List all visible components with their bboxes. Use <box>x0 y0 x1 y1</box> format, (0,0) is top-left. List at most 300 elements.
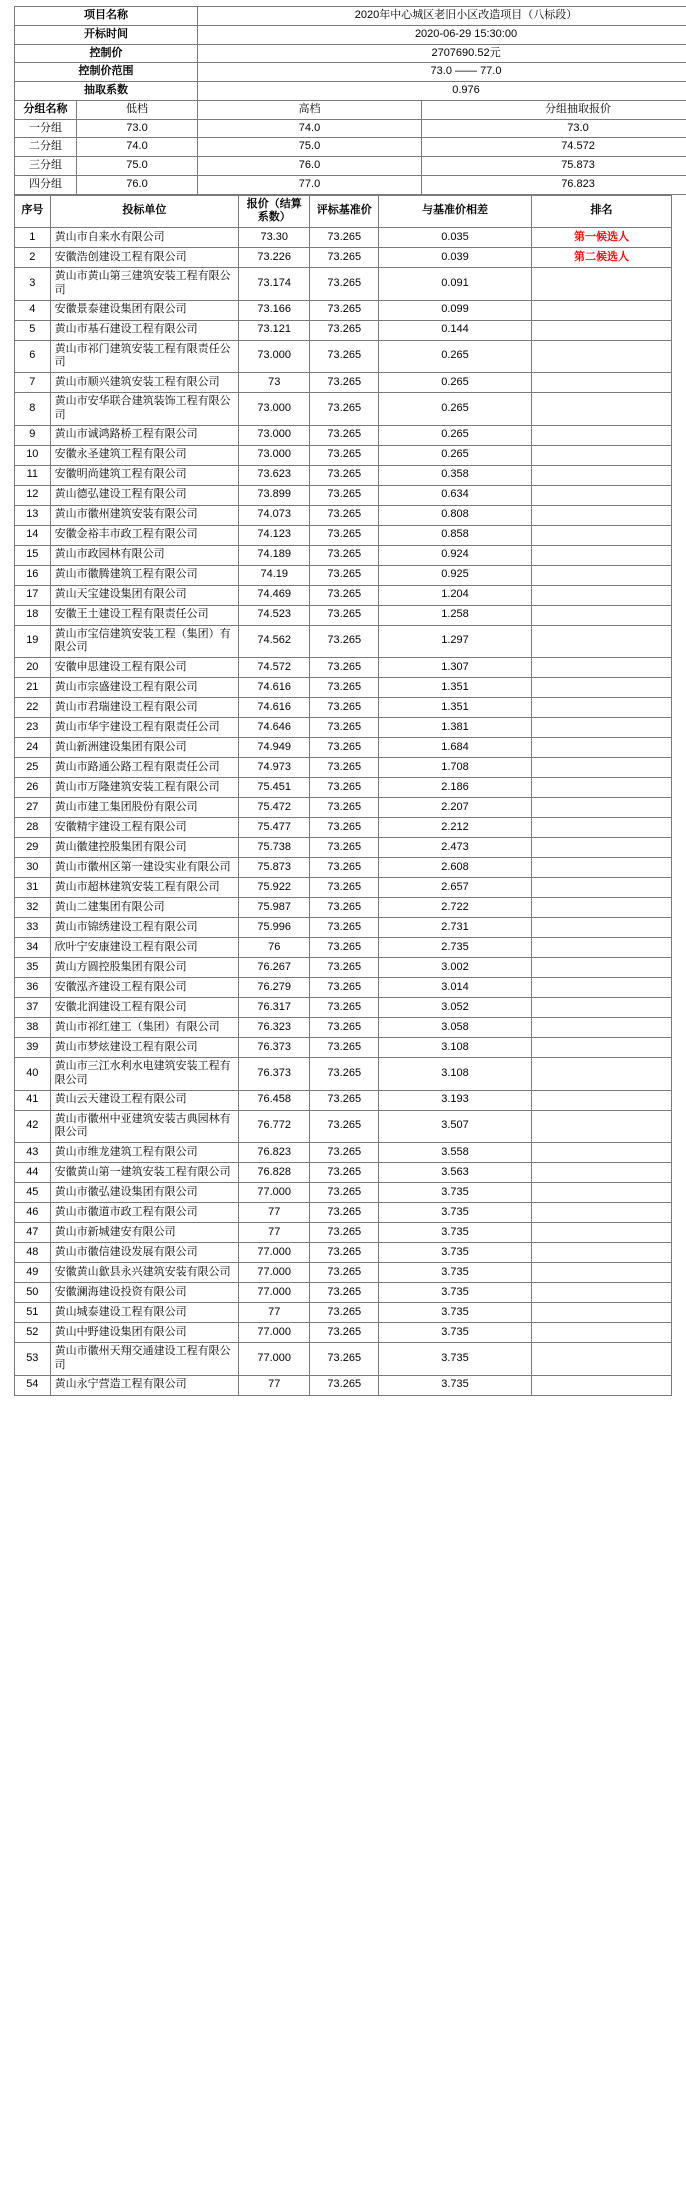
table-row <box>15 938 672 958</box>
cell-bid-price: 77.000 <box>239 1243 310 1263</box>
group-low-label: 低档 <box>77 100 198 119</box>
cell-rank <box>531 1343 671 1376</box>
table-row <box>15 1375 672 1395</box>
cell-base-price: 73.265 <box>310 485 379 505</box>
cell-base-price: 73.265 <box>310 228 379 248</box>
table-row <box>15 1058 672 1091</box>
cell-bid-price: 73.623 <box>239 465 310 485</box>
group-draw: 74.572 <box>422 138 686 157</box>
table-row <box>15 798 672 818</box>
table-row <box>15 625 672 658</box>
cell-seq: 30 <box>15 858 51 878</box>
cell-seq: 16 <box>15 565 51 585</box>
table-row <box>15 918 672 938</box>
cell-difference: 0.265 <box>379 393 532 426</box>
cell-seq: 54 <box>15 1375 51 1395</box>
cell-seq: 33 <box>15 918 51 938</box>
cell-rank <box>531 1283 671 1303</box>
cell-bidder-name: 安徽泓齐建设工程有限公司 <box>50 978 238 998</box>
table-row <box>15 1283 672 1303</box>
cell-rank <box>531 525 671 545</box>
cell-base-price: 73.265 <box>310 1203 379 1223</box>
cell-bidder-name: 黄山市徽州建筑安装有限公司 <box>50 505 238 525</box>
cell-base-price: 73.265 <box>310 1263 379 1283</box>
cell-difference: 3.108 <box>379 1038 532 1058</box>
group-row <box>15 157 686 176</box>
cell-bidder-name: 安徽景泰建设集团有限公司 <box>50 300 238 320</box>
cell-seq: 24 <box>15 738 51 758</box>
cell-base-price: 73.265 <box>310 1163 379 1183</box>
table-row <box>15 1223 672 1243</box>
cell-bidder-name: 安徽黄山歙县永兴建筑安装有限公司 <box>50 1263 238 1283</box>
cell-difference: 0.039 <box>379 248 532 268</box>
cell-difference: 3.193 <box>379 1090 532 1110</box>
cell-rank <box>531 1263 671 1283</box>
cell-bidder-name: 黄山市徽信建设发展有限公司 <box>50 1243 238 1263</box>
cell-difference: 2.186 <box>379 778 532 798</box>
cell-base-price: 73.265 <box>310 658 379 678</box>
table-row <box>15 1163 672 1183</box>
cell-seq: 39 <box>15 1038 51 1058</box>
cell-rank <box>531 798 671 818</box>
cell-bid-price: 76.823 <box>239 1143 310 1163</box>
cell-base-price: 73.265 <box>310 798 379 818</box>
cell-base-price: 73.265 <box>310 1303 379 1323</box>
cell-bidder-name: 黄山市宝信建筑安装工程（集团）有限公司 <box>50 625 238 658</box>
cell-bidder-name: 黄山市宗盛建设工程有限公司 <box>50 678 238 698</box>
cell-difference: 0.634 <box>379 485 532 505</box>
cell-bid-price: 77.000 <box>239 1263 310 1283</box>
cell-bid-price: 74.523 <box>239 605 310 625</box>
table-row <box>15 1343 672 1376</box>
cell-base-price: 73.265 <box>310 425 379 445</box>
cell-bidder-name: 安徽北润建设工程有限公司 <box>50 998 238 1018</box>
cell-seq: 8 <box>15 393 51 426</box>
cell-bid-price: 76.323 <box>239 1018 310 1038</box>
cell-bidder-name: 黄山市三江水利水电建筑安装工程有限公司 <box>50 1058 238 1091</box>
cell-rank <box>531 758 671 778</box>
cell-bidder-name: 安徽浩创建设工程有限公司 <box>50 248 238 268</box>
cell-seq: 52 <box>15 1323 51 1343</box>
cell-bid-price: 75.472 <box>239 798 310 818</box>
cell-bidder-name: 安徽金裕丰市政工程有限公司 <box>50 525 238 545</box>
cell-base-price: 73.265 <box>310 838 379 858</box>
cell-base-price: 73.265 <box>310 585 379 605</box>
cell-difference: 2.731 <box>379 918 532 938</box>
table-row <box>15 320 672 340</box>
cell-bidder-name: 黄山市维龙建筑工程有限公司 <box>50 1143 238 1163</box>
cell-bidder-name: 黄山市徽道市政工程有限公司 <box>50 1203 238 1223</box>
cell-seq: 7 <box>15 373 51 393</box>
table-row <box>15 393 672 426</box>
cell-bid-price: 73.000 <box>239 393 310 426</box>
cell-difference: 1.684 <box>379 738 532 758</box>
group-high: 77.0 <box>198 175 422 194</box>
cell-rank <box>531 818 671 838</box>
cell-seq: 26 <box>15 778 51 798</box>
table-row <box>15 1243 672 1263</box>
cell-bidder-name: 黄山市建工集团股份有限公司 <box>50 798 238 818</box>
cell-bidder-name: 黄山市华宇建设工程有限责任公司 <box>50 718 238 738</box>
cell-difference: 3.563 <box>379 1163 532 1183</box>
cell-bid-price: 75.922 <box>239 878 310 898</box>
cell-seq: 43 <box>15 1143 51 1163</box>
cell-difference: 3.735 <box>379 1223 532 1243</box>
cell-bidder-name: 黄山永宁营造工程有限公司 <box>50 1375 238 1395</box>
cell-bid-price: 73.174 <box>239 268 310 301</box>
col-bid: 报价（结算系数） <box>239 195 310 228</box>
cell-bidder-name: 黄山市新城建安有限公司 <box>50 1223 238 1243</box>
cell-seq: 21 <box>15 678 51 698</box>
cell-seq: 50 <box>15 1283 51 1303</box>
cell-rank <box>531 658 671 678</box>
cell-difference: 1.307 <box>379 658 532 678</box>
cell-seq: 11 <box>15 465 51 485</box>
cell-rank <box>531 878 671 898</box>
cell-difference: 1.708 <box>379 758 532 778</box>
group-draw: 76.823 <box>422 175 686 194</box>
cell-rank <box>531 445 671 465</box>
cell-bid-price: 74.19 <box>239 565 310 585</box>
cell-rank <box>531 698 671 718</box>
table-row <box>15 698 672 718</box>
table-row <box>15 778 672 798</box>
cell-base-price: 73.265 <box>310 320 379 340</box>
table-row <box>15 898 672 918</box>
cell-bid-price: 73.166 <box>239 300 310 320</box>
table-row <box>15 465 672 485</box>
cell-difference: 0.924 <box>379 545 532 565</box>
table-row <box>15 340 672 373</box>
table-row <box>15 1110 672 1143</box>
cell-base-price: 73.265 <box>310 505 379 525</box>
cell-base-price: 73.265 <box>310 738 379 758</box>
cell-rank <box>531 1375 671 1395</box>
cell-bidder-name: 黄山市徽州天翔交通建设工程有限公司 <box>50 1343 238 1376</box>
cell-seq: 51 <box>15 1303 51 1323</box>
cell-rank <box>531 505 671 525</box>
cell-difference: 0.265 <box>379 373 532 393</box>
cell-base-price: 73.265 <box>310 1058 379 1091</box>
cell-bid-price: 75.996 <box>239 918 310 938</box>
cell-bid-price: 75.738 <box>239 838 310 858</box>
cell-difference: 3.735 <box>379 1303 532 1323</box>
cell-difference: 0.035 <box>379 228 532 248</box>
table-row <box>15 605 672 625</box>
cell-base-price: 73.265 <box>310 1223 379 1243</box>
control-price-label: 控制价 <box>15 44 198 63</box>
cell-bidder-name: 黄山市君瑞建设工程有限公司 <box>50 698 238 718</box>
cell-bidder-name: 安徽精宇建设工程有限公司 <box>50 818 238 838</box>
cell-bid-price: 74.073 <box>239 505 310 525</box>
cell-rank <box>531 1203 671 1223</box>
table-row <box>15 1038 672 1058</box>
cell-seq: 29 <box>15 838 51 858</box>
group-low: 76.0 <box>77 175 198 194</box>
table-row <box>15 228 672 248</box>
cell-base-price: 73.265 <box>310 1375 379 1395</box>
cell-bidder-name: 黄山市徽州区第一建设实业有限公司 <box>50 858 238 878</box>
table-row <box>15 858 672 878</box>
cell-base-price: 73.265 <box>310 1183 379 1203</box>
cell-bidder-name: 欣叶宁安康建设工程有限公司 <box>50 938 238 958</box>
cell-difference: 0.808 <box>379 505 532 525</box>
cell-bid-price: 74.616 <box>239 678 310 698</box>
cell-bidder-name: 黄山市顺兴建筑安装工程有限公司 <box>50 373 238 393</box>
cell-seq: 23 <box>15 718 51 738</box>
cell-base-price: 73.265 <box>310 998 379 1018</box>
cell-base-price: 73.265 <box>310 1283 379 1303</box>
table-row <box>15 1018 672 1038</box>
coefficient-label: 抽取系数 <box>15 82 198 101</box>
cell-seq: 18 <box>15 605 51 625</box>
cell-bid-price: 74.572 <box>239 658 310 678</box>
col-seq: 序号 <box>15 195 51 228</box>
group-low: 75.0 <box>77 157 198 176</box>
cell-base-price: 73.265 <box>310 758 379 778</box>
cell-rank <box>531 1243 671 1263</box>
cell-rank <box>531 1018 671 1038</box>
cell-bid-price: 75.987 <box>239 898 310 918</box>
table-row <box>15 758 672 778</box>
table-row <box>15 1183 672 1203</box>
cell-bidder-name: 安徽澜海建设投资有限公司 <box>50 1283 238 1303</box>
open-time-value: 2020-06-29 15:30:00 <box>198 25 686 44</box>
cell-seq: 38 <box>15 1018 51 1038</box>
cell-seq: 15 <box>15 545 51 565</box>
cell-bid-price: 76.267 <box>239 958 310 978</box>
cell-bid-price: 76.772 <box>239 1110 310 1143</box>
cell-difference: 0.091 <box>379 268 532 301</box>
cell-bidder-name: 黄山市徽弘建设集团有限公司 <box>50 1183 238 1203</box>
cell-seq: 27 <box>15 798 51 818</box>
cell-rank <box>531 1110 671 1143</box>
cell-difference: 0.265 <box>379 445 532 465</box>
cell-base-price: 73.265 <box>310 718 379 738</box>
cell-bid-price: 77.000 <box>239 1283 310 1303</box>
table-row <box>15 838 672 858</box>
cell-base-price: 73.265 <box>310 978 379 998</box>
cell-bidder-name: 黄山市路通公路工程有限责任公司 <box>50 758 238 778</box>
cell-bidder-name: 黄山市徽腾建筑工程有限公司 <box>50 565 238 585</box>
cell-bidder-name: 黄山徽建控股集团有限公司 <box>50 838 238 858</box>
cell-rank <box>531 320 671 340</box>
cell-bidder-name: 黄山中野建设集团有限公司 <box>50 1323 238 1343</box>
cell-difference: 2.657 <box>379 878 532 898</box>
cell-seq: 37 <box>15 998 51 1018</box>
cell-rank <box>531 465 671 485</box>
cell-bid-price: 74.189 <box>239 545 310 565</box>
cell-base-price: 73.265 <box>310 605 379 625</box>
cell-rank <box>531 1163 671 1183</box>
cell-seq: 6 <box>15 340 51 373</box>
cell-bid-price: 77 <box>239 1303 310 1323</box>
coefficient-value: 0.976 <box>198 82 686 101</box>
table-row <box>15 678 672 698</box>
cell-base-price: 73.265 <box>310 248 379 268</box>
cell-base-price: 73.265 <box>310 340 379 373</box>
cell-seq: 1 <box>15 228 51 248</box>
cell-bidder-name: 黄山天宝建设集团有限公司 <box>50 585 238 605</box>
cell-bidder-name: 黄山市万隆建筑安装工程有限公司 <box>50 778 238 798</box>
cell-rank <box>531 918 671 938</box>
table-row <box>15 1090 672 1110</box>
cell-bid-price: 77.000 <box>239 1323 310 1343</box>
cell-base-price: 73.265 <box>310 1110 379 1143</box>
cell-bid-price: 75.451 <box>239 778 310 798</box>
group-name: 四分组 <box>15 175 77 194</box>
group-name-label: 分组名称 <box>15 100 77 119</box>
table-row <box>15 505 672 525</box>
cell-bidder-name: 黄山市锦绣建设工程有限公司 <box>50 918 238 938</box>
cell-difference: 0.265 <box>379 340 532 373</box>
cell-base-price: 73.265 <box>310 1018 379 1038</box>
cell-seq: 5 <box>15 320 51 340</box>
cell-difference: 3.058 <box>379 1018 532 1038</box>
status-badge: 第一候选人 <box>531 228 671 248</box>
cell-seq: 34 <box>15 938 51 958</box>
cell-bidder-name: 黄山二建集团有限公司 <box>50 898 238 918</box>
table-row <box>15 300 672 320</box>
cell-bid-price: 77.000 <box>239 1183 310 1203</box>
table-row <box>15 445 672 465</box>
cell-seq: 10 <box>15 445 51 465</box>
cell-seq: 42 <box>15 1110 51 1143</box>
cell-base-price: 73.265 <box>310 678 379 698</box>
cell-difference: 1.204 <box>379 585 532 605</box>
cell-rank <box>531 625 671 658</box>
cell-difference: 3.014 <box>379 978 532 998</box>
cell-seq: 19 <box>15 625 51 658</box>
cell-bid-price: 76.373 <box>239 1058 310 1091</box>
cell-bidder-name: 黄山市自来水有限公司 <box>50 228 238 248</box>
cell-difference: 3.558 <box>379 1143 532 1163</box>
cell-rank <box>531 718 671 738</box>
cell-base-price: 73.265 <box>310 1343 379 1376</box>
cell-bid-price: 76.828 <box>239 1163 310 1183</box>
cell-rank <box>531 978 671 998</box>
cell-base-price: 73.265 <box>310 858 379 878</box>
cell-base-price: 73.265 <box>310 625 379 658</box>
table-row <box>15 718 672 738</box>
table-row <box>15 485 672 505</box>
cell-bidder-name: 黄山新洲建设集团有限公司 <box>50 738 238 758</box>
group-name: 三分组 <box>15 157 77 176</box>
cell-seq: 2 <box>15 248 51 268</box>
cell-difference: 0.925 <box>379 565 532 585</box>
cell-base-price: 73.265 <box>310 938 379 958</box>
cell-base-price: 73.265 <box>310 918 379 938</box>
col-base: 评标基准价 <box>310 195 379 228</box>
table-row <box>15 1303 672 1323</box>
cell-bid-price: 76.279 <box>239 978 310 998</box>
cell-rank <box>531 393 671 426</box>
cell-bid-price: 74.616 <box>239 698 310 718</box>
cell-bidder-name: 安徽永圣建筑工程有限公司 <box>50 445 238 465</box>
cell-bid-price: 74.949 <box>239 738 310 758</box>
cell-bid-price: 73.226 <box>239 248 310 268</box>
cell-base-price: 73.265 <box>310 393 379 426</box>
cell-seq: 46 <box>15 1203 51 1223</box>
col-unit: 投标单位 <box>50 195 238 228</box>
cell-difference: 2.722 <box>379 898 532 918</box>
cell-bid-price: 77 <box>239 1375 310 1395</box>
table-row <box>15 818 672 838</box>
group-header-row <box>15 100 686 119</box>
cell-bid-price: 77.000 <box>239 1343 310 1376</box>
cell-bid-price: 74.469 <box>239 585 310 605</box>
cell-difference: 3.735 <box>379 1343 532 1376</box>
open-time-row <box>15 25 686 44</box>
table-row <box>15 565 672 585</box>
control-range-row <box>15 63 686 82</box>
cell-seq: 13 <box>15 505 51 525</box>
cell-base-price: 73.265 <box>310 958 379 978</box>
cell-difference: 0.358 <box>379 465 532 485</box>
cell-seq: 41 <box>15 1090 51 1110</box>
cell-bid-price: 73.000 <box>239 425 310 445</box>
cell-rank <box>531 938 671 958</box>
table-row <box>15 658 672 678</box>
cell-bid-price: 74.973 <box>239 758 310 778</box>
cell-rank <box>531 545 671 565</box>
group-row <box>15 119 686 138</box>
cell-bid-price: 75.477 <box>239 818 310 838</box>
cell-difference: 2.212 <box>379 818 532 838</box>
cell-difference: 1.258 <box>379 605 532 625</box>
cell-difference: 3.507 <box>379 1110 532 1143</box>
cell-rank <box>531 1303 671 1323</box>
cell-difference: 3.052 <box>379 998 532 1018</box>
group-name: 一分组 <box>15 119 77 138</box>
cell-base-price: 73.265 <box>310 878 379 898</box>
group-draw: 75.873 <box>422 157 686 176</box>
cell-bidder-name: 黄山市徽州中亚建筑安装古典园林有限公司 <box>50 1110 238 1143</box>
cell-bid-price: 77 <box>239 1203 310 1223</box>
group-low: 73.0 <box>77 119 198 138</box>
cell-rank <box>531 778 671 798</box>
project-name-row <box>15 7 686 26</box>
cell-bidder-name: 黄山城泰建设工程有限公司 <box>50 1303 238 1323</box>
cell-seq: 25 <box>15 758 51 778</box>
cell-base-price: 73.265 <box>310 373 379 393</box>
cell-bidder-name: 黄山市诚鸿路桥工程有限公司 <box>50 425 238 445</box>
cell-bidder-name: 安徽王土建设工程有限责任公司 <box>50 605 238 625</box>
cell-difference: 0.858 <box>379 525 532 545</box>
group-row <box>15 138 686 157</box>
cell-difference: 2.207 <box>379 798 532 818</box>
cell-bidder-name: 安徽黄山第一建筑安装工程有限公司 <box>50 1163 238 1183</box>
cell-bid-price: 74.646 <box>239 718 310 738</box>
status-badge: 第二候选人 <box>531 248 671 268</box>
cell-bid-price: 73.000 <box>239 340 310 373</box>
table-row <box>15 248 672 268</box>
group-draw: 73.0 <box>422 119 686 138</box>
cell-seq: 48 <box>15 1243 51 1263</box>
cell-bidder-name: 黄山市黄山第三建筑安装工程有限公司 <box>50 268 238 301</box>
cell-difference: 3.735 <box>379 1243 532 1263</box>
table-row <box>15 373 672 393</box>
table-row <box>15 1263 672 1283</box>
group-high: 74.0 <box>198 119 422 138</box>
group-high: 75.0 <box>198 138 422 157</box>
cell-bidder-name: 黄山市安华联合建筑装饰工程有限公司 <box>50 393 238 426</box>
cell-bid-price: 73.000 <box>239 445 310 465</box>
cell-bidder-name: 黄山云天建设工程有限公司 <box>50 1090 238 1110</box>
cell-base-price: 73.265 <box>310 1243 379 1263</box>
cell-bid-price: 75.873 <box>239 858 310 878</box>
cell-rank <box>531 1058 671 1091</box>
